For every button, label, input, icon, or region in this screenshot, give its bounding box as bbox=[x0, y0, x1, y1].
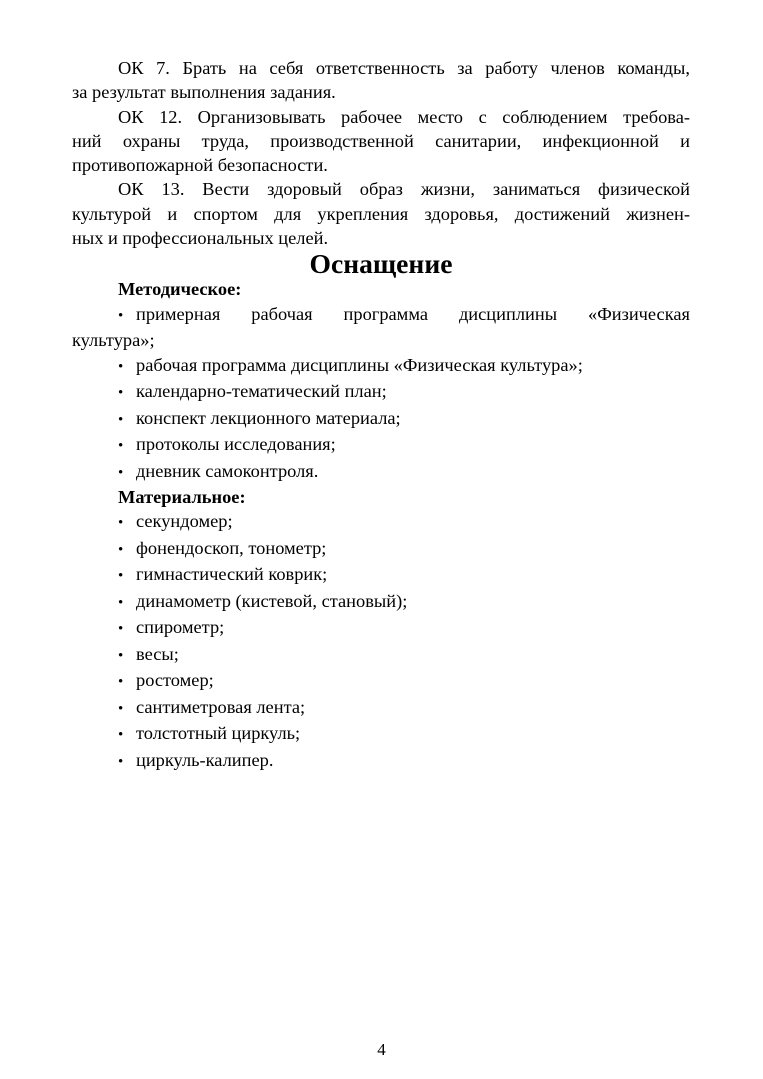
list-item bbox=[72, 379, 690, 406]
list-item-text: толстотный циркуль; bbox=[136, 723, 301, 744]
list-item-text: секундомер; bbox=[136, 511, 233, 532]
bullet-icon: • bbox=[118, 700, 124, 717]
bullet-icon: • bbox=[118, 753, 124, 770]
list-item-text: конспект лекционного материала; bbox=[136, 407, 401, 428]
bullet-icon: • bbox=[118, 674, 124, 691]
methodical-list bbox=[72, 302, 690, 486]
list-item bbox=[72, 695, 690, 722]
paragraph-line: противопожарной безопасности. bbox=[72, 155, 328, 176]
list-item bbox=[72, 562, 690, 589]
bullet-icon: • bbox=[118, 385, 124, 402]
list-item-text: сантиметровая лента; bbox=[136, 696, 306, 717]
subheading-methodical: Методическое: bbox=[118, 279, 242, 300]
bullet-icon: • bbox=[118, 727, 124, 744]
list-item bbox=[72, 459, 690, 486]
list-item bbox=[72, 748, 690, 775]
list-item-text: календарно-тематический план; bbox=[136, 381, 387, 402]
list-item-text: дневник самоконтроля. bbox=[136, 460, 319, 481]
list-item bbox=[72, 432, 690, 459]
list-item-text: динамометр (кистевой, становый); bbox=[136, 590, 408, 611]
list-item-line: культура»; bbox=[72, 330, 155, 351]
subheading-material: Материальное: bbox=[118, 487, 246, 508]
list-item-text: гимнастический коврик; bbox=[136, 564, 328, 585]
bullet-icon: • bbox=[118, 438, 124, 455]
list-item-text: весы; bbox=[136, 643, 179, 664]
list-item bbox=[72, 302, 690, 353]
list-item bbox=[72, 353, 690, 380]
list-item bbox=[72, 536, 690, 563]
competency-ok13 bbox=[72, 177, 690, 250]
bullet-icon: • bbox=[118, 411, 124, 428]
paragraph-line: культурой и спортом для укрепления здоровья, достижений жизнен- bbox=[72, 203, 690, 224]
bullet-icon: • bbox=[118, 621, 124, 638]
list-item bbox=[72, 642, 690, 669]
material-list bbox=[72, 509, 690, 774]
bullet-icon: • bbox=[118, 541, 124, 558]
paragraph-line bbox=[72, 105, 690, 129]
competency-ok7 bbox=[72, 56, 690, 105]
competency-ok12 bbox=[72, 105, 690, 178]
list-item-text: циркуль-калипер. bbox=[136, 749, 274, 770]
paragraph-line: за результат выполнения задания. bbox=[72, 82, 336, 103]
list-item bbox=[72, 589, 690, 616]
paragraph-line: ний охраны труда, производственной санитарии, инфекционной и bbox=[72, 130, 690, 151]
list-item bbox=[72, 509, 690, 536]
bullet-icon: • bbox=[118, 307, 124, 324]
list-item-text: ростомер; bbox=[136, 670, 214, 691]
list-item bbox=[72, 615, 690, 642]
bullet-icon: • bbox=[118, 647, 124, 664]
bullet-icon: • bbox=[118, 568, 124, 585]
paragraph-text: ОК 7. Брать на себя ответственность за работу членов команды, bbox=[118, 58, 690, 78]
list-item bbox=[72, 668, 690, 695]
page-number: 4 bbox=[377, 1040, 386, 1059]
paragraph-text: ОК 12. Организовывать рабочее место с соблюдением требова- bbox=[118, 106, 690, 127]
list-item-line bbox=[118, 302, 690, 329]
bullet-icon: • bbox=[118, 464, 124, 481]
list-item bbox=[72, 406, 690, 433]
list-item-text: рабочая программа дисциплины «Физическая культура»; bbox=[136, 354, 583, 375]
list-item-text: протоколы исследования; bbox=[136, 434, 336, 455]
bullet-icon: • bbox=[118, 515, 124, 532]
document-page bbox=[72, 56, 690, 774]
bullet-icon: • bbox=[118, 358, 124, 375]
section-title-equipment: Оснащение bbox=[309, 248, 453, 280]
paragraph-text: ОК 13. Вести здоровый образ жизни, заниматься физической bbox=[118, 179, 690, 200]
bullet-icon: • bbox=[118, 594, 124, 611]
paragraph-line bbox=[72, 177, 690, 201]
list-item-text: спирометр; bbox=[136, 617, 225, 638]
list-item-text: фонендоскоп, тонометр; bbox=[136, 537, 327, 558]
paragraph-line bbox=[72, 56, 690, 80]
list-item bbox=[72, 721, 690, 748]
paragraph-line: ных и профессиональных целей. bbox=[72, 228, 329, 249]
list-item-text: примерная рабочая программа дисциплины «Физическая bbox=[136, 303, 690, 324]
